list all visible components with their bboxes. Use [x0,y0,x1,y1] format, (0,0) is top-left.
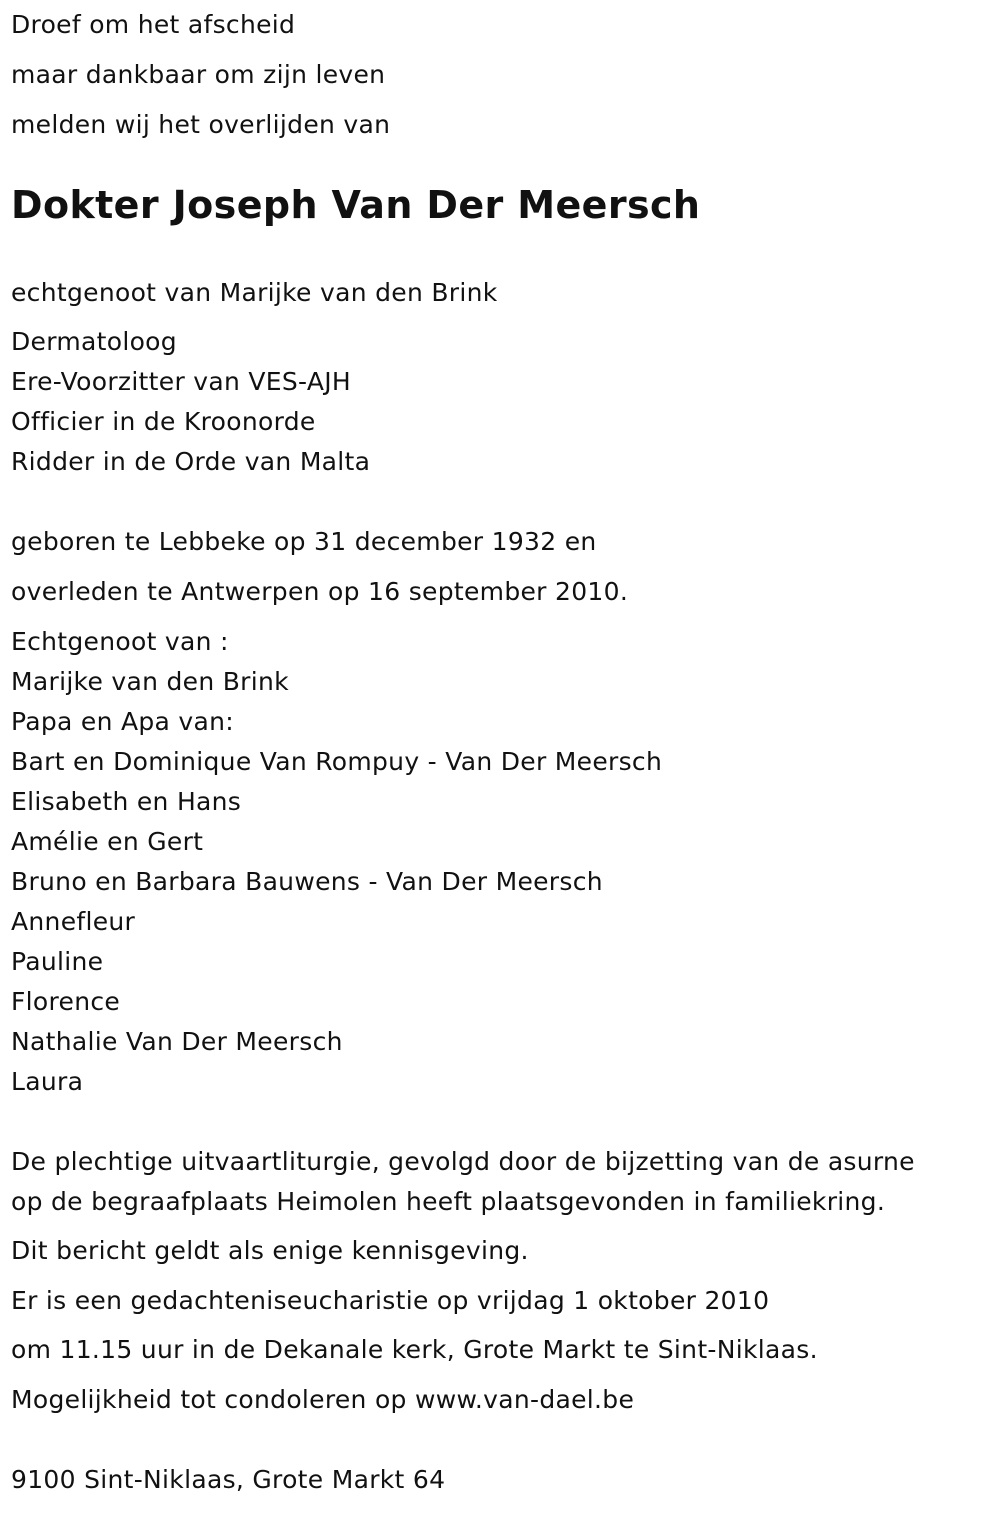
notice-line: Dit bericht geldt als enige kennisgeving. [11,1236,529,1265]
address-line: 9100 Sint-Niklaas, Grote Markt 64 [11,1465,446,1494]
family-line: Elisabeth en Hans [11,787,242,816]
birth-line: geboren te Lebbeke op 31 december 1932 en [11,527,597,556]
mass-line: Er is een gedachteniseucharistie op vrijdag 1 oktober 2010 [11,1286,770,1315]
title-line: Dermatoloog [11,327,177,356]
spouse-line: echtgenoot van Marijke van den Brink [11,278,498,307]
funeral-line: De plechtige uitvaartliturgie, gevolgd door de bijzetting van de asurne [11,1147,915,1176]
title-line: Officier in de Kroonorde [11,407,316,436]
mass-line: om 11.15 uur in de Dekanale kerk, Grote Markt te Sint-Niklaas. [11,1335,818,1364]
family-line: Pauline [11,947,104,976]
family-line: Annefleur [11,907,136,936]
intro-line-1: Droef om het afscheid [11,10,296,39]
family-line: Laura [11,1067,84,1096]
family-line: Papa en Apa van: [11,707,235,736]
family-line: Marijke van den Brink [11,667,289,696]
intro-line-3: melden wij het overlijden van [11,110,391,139]
intro-line-2: maar dankbaar om zijn leven [11,60,386,89]
deceased-name: Dokter Joseph Van Der Meersch [11,183,701,227]
family-line: Bart en Dominique Van Rompuy - Van Der Meersch [11,747,663,776]
family-line: Echtgenoot van : [11,627,229,656]
family-line: Florence [11,987,121,1016]
family-line: Bruno en Barbara Bauwens - Van Der Meersch [11,867,603,896]
funeral-line: op de begraafplaats Heimolen heeft plaatsgevonden in familiekring. [11,1187,886,1216]
title-line: Ere-Voorzitter van VES-AJH [11,367,351,396]
title-line: Ridder in de Orde van Malta [11,447,371,476]
condolence-line: Mogelijkheid tot condoleren op www.van-dael.be [11,1385,635,1414]
family-line: Amélie en Gert [11,827,204,856]
death-line: overleden te Antwerpen op 16 september 2010. [11,577,629,606]
family-line: Nathalie Van Der Meersch [11,1027,343,1056]
